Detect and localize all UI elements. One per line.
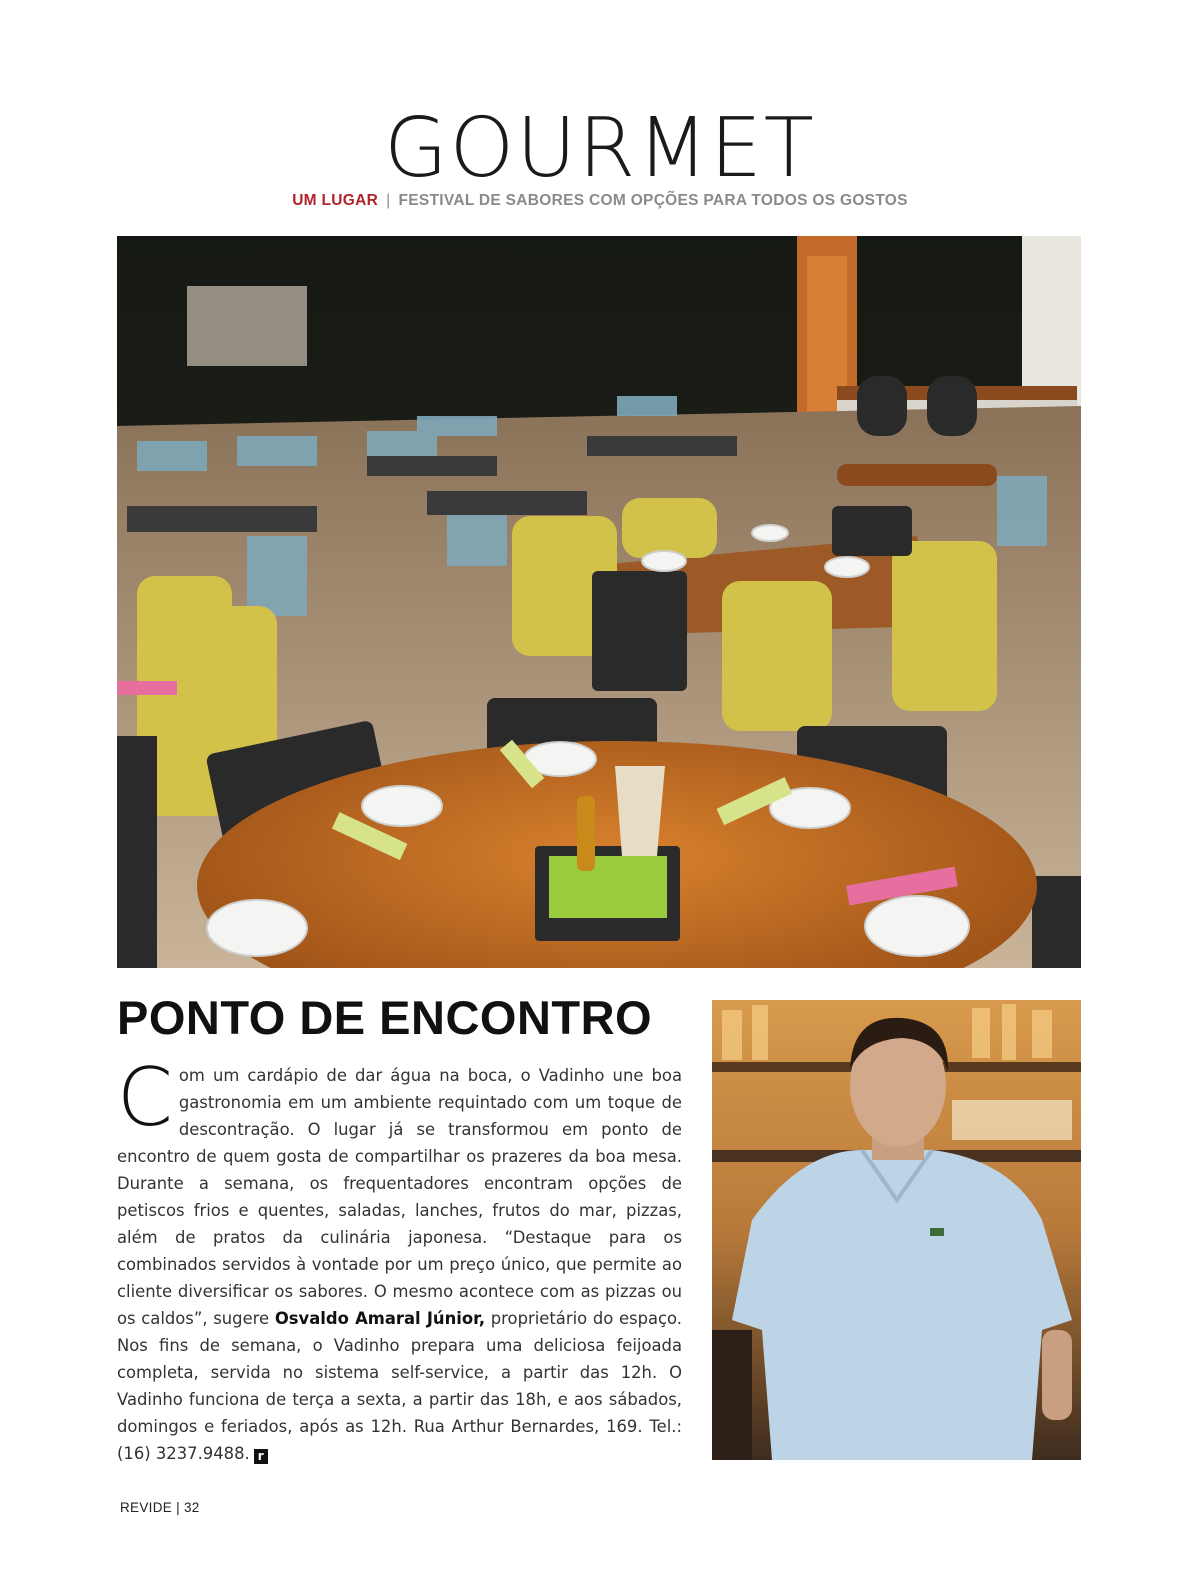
section-title: GOURMET <box>384 101 816 196</box>
article-headline: PONTO DE ENCONTRO <box>117 991 653 1044</box>
kicker-text: FESTIVAL DE SABORES COM OPÇÕES PARA TODOS OS GOSTOS <box>398 192 908 209</box>
drop-cap: C <box>117 1051 173 1144</box>
kicker-separator: | <box>386 192 391 209</box>
article-body <box>117 1051 682 1467</box>
kicker <box>0 192 1200 210</box>
article-text-part1: om um cardápio de dar água na boca, o Vadinho une boa gastronomia em um ambiente requintado com um toque de descontração. O lugar já se transformou em ponto de encontro de quem gosta de compartilhar os prazeres da boa mesa. Durante a semana, os frequentadores encontram opções de petiscos frios e quentes, saladas, lanches, frutos do mar, pizzas, além de pratos da culinária japonesa. “Destaque para os combinados servidos à vontade por um preço único, que permite ao cliente diversificar os sabores. O mesmo acontece com as pizzas ou os caldos”, sugere <box>117 1066 682 1328</box>
owner-photo <box>712 1000 1081 1460</box>
article-text-part2: proprietário do espaço. Nos fins de semana, o Vadinho prepara uma deliciosa feijoada completa, servida no sistema self-service, a partir das 12h. O Vadinho funciona de terça a sexta, a partir das 18h, e aos sábados, domingos e feriados, após as 12h. Rua Arthur Bernardes, 169. Tel.: (16) 3237.9488. <box>117 1309 682 1463</box>
end-mark-icon: r <box>254 1449 268 1464</box>
kicker-brand: UM LUGAR <box>292 192 379 209</box>
owner-name: Osvaldo Amaral Júnior, <box>274 1309 486 1328</box>
restaurant-photo <box>117 236 1081 968</box>
page-folio: REVIDE | 32 <box>120 1500 200 1515</box>
